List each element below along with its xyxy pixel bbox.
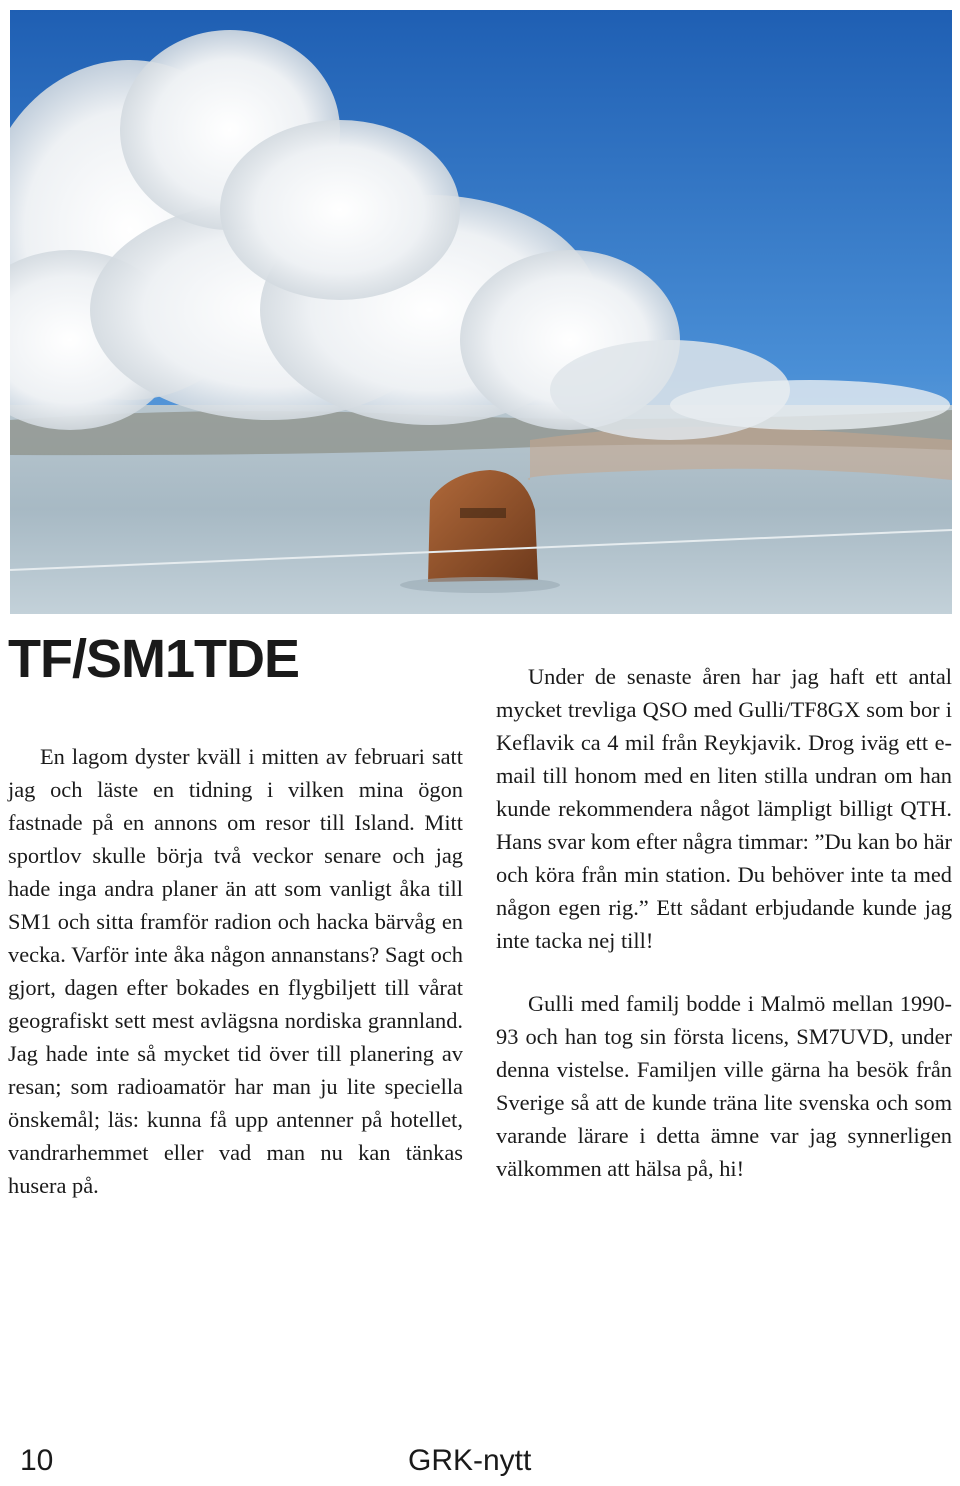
article-title: TF/SM1TDE (8, 629, 300, 689)
geyser-photo (10, 10, 952, 614)
body-paragraph: En lagom dyster kväll i mitten av februari satt jag och läste en tidning i vilken mina ögon fastnade på en annons om resor till Island. Mitt sportlov skulle börja två veckor senare och jag hade inga andra planer än att som vanligt åka till SM1 och sitta framför radion och hacka bärvåg en vecka. Varför inte åka någon annanstans? Sagt och gjort, dagen efter bokades en flygbiljett till vårat geografiskt sett mest avlägsna nordiska grannland. Jag hade inte så mycket tid över till planering av resan; som radioamatör har man ju lite speciella önskemål; läs: kunna få upp antenner på hotellet, vandrarhemmet eller vad man nu kan tänkas husera på. (8, 744, 463, 1198)
magazine-name: GRK-nytt (408, 1444, 532, 1477)
body-paragraph: Gulli med familj bodde i Malmö mellan 1990-93 och han tog sin första licens, SM7UVD, under denna vistelse. Familjen ville gärna ha besök från Sverige så att de kunde träna lite svenska och som varande lärare i detta ämne var jag synnerligen välkommen att hälsa på, hi! (496, 991, 952, 1181)
left-column (8, 740, 463, 1202)
body-paragraph: Under de senaste åren har jag haft ett antal mycket trevliga QSO med Gulli/TF8GX som bor i Keflavik ca 4 mil från Reykjavik. Drog iväg ett e-mail till honom med en liten stilla undran om han kunde rekommendera något lämpligt billigt QTH. Hans svar kom efter några timmar: ”Du kan bo här och köra från min station. Du behöver inte ta med någon egen rig.” Ett sådant erbjudande kunde jag inte tacka nej till! (496, 664, 952, 953)
page-number: 10 (20, 1444, 54, 1477)
right-column (496, 660, 952, 1185)
